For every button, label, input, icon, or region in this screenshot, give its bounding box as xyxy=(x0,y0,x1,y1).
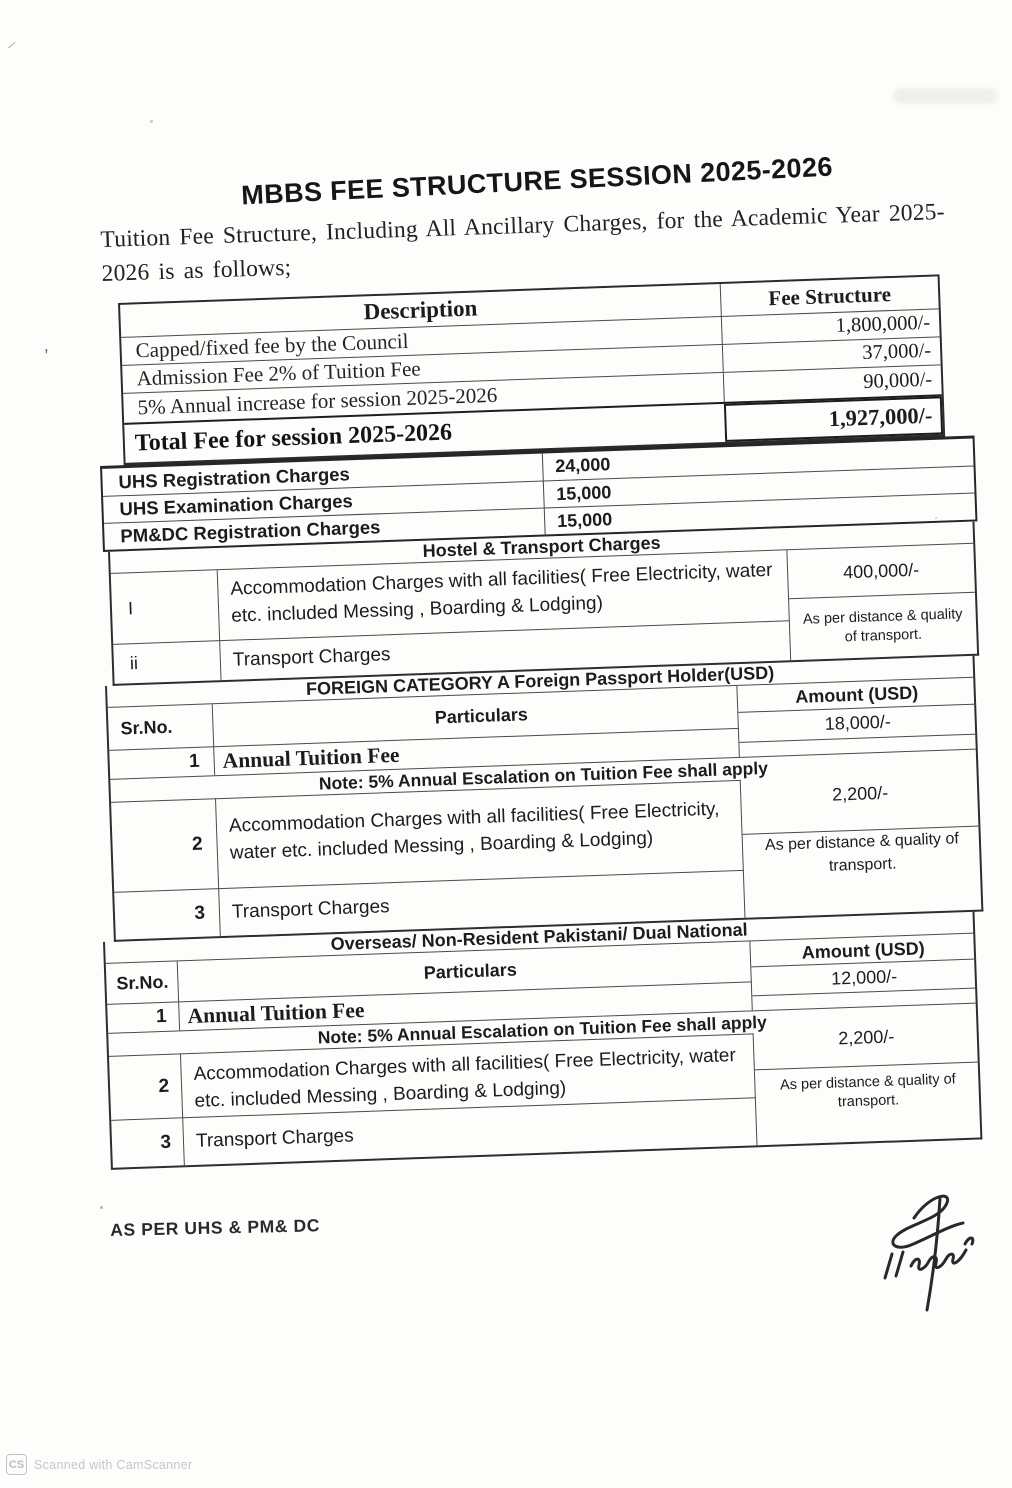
particulars-cell: Annual Tuition Fee xyxy=(179,981,753,1030)
note-row: Note: 5% Annual Escalation on Tuition Fee shall apply xyxy=(110,749,976,802)
document-title: MBBS FEE STRUCTURE SESSION 2025-2026 xyxy=(241,151,834,211)
row-fee: 1,800,000/- xyxy=(721,309,940,344)
srno-column-header: Sr.No. xyxy=(106,961,179,1003)
charge-value: 15,000 xyxy=(544,493,976,534)
srno-column-header: Sr.No. xyxy=(108,704,214,750)
fee-structure-column-header: Fee Structure xyxy=(720,276,939,316)
scan-smudge xyxy=(893,88,998,104)
sr-cell: 3 xyxy=(114,888,221,940)
scan-artifact xyxy=(150,120,153,123)
sr-cell: 3 xyxy=(111,1117,185,1167)
amount-cell: 2,200/- xyxy=(740,755,980,835)
charge-value: 24,000 xyxy=(542,439,974,481)
particulars-cell: Accommodation Charges with all facilities( Free Electricity, water etc. included Messing , Boarding & Lodging) xyxy=(181,1033,756,1117)
amount-column xyxy=(787,545,977,661)
amount-cell: 400,000/- xyxy=(787,545,975,599)
closing-note: AS PER UHS & PM& DC xyxy=(110,1215,321,1240)
foreign-category-table xyxy=(105,656,983,942)
charge-label: PM&DC Registration Charges xyxy=(120,516,381,547)
amount-cell: As per distance & quality of transport. xyxy=(779,1071,956,1111)
amount-column-header: Amount (USD) xyxy=(750,935,976,968)
amount-column xyxy=(750,935,982,1147)
amount-column-header: Amount (USD) xyxy=(737,679,976,713)
row-description: 5% Annual increase for session 2025-2026 xyxy=(137,382,498,420)
camscanner-footer xyxy=(6,1454,192,1475)
amount-cell: 12,000/- xyxy=(751,960,977,997)
particulars-cell: Accommodation Charges with all facilities( Free Electricity, water etc. included Messing , Boarding & Lodging) xyxy=(218,550,790,640)
amount-column xyxy=(737,679,983,919)
description-column-header: Description xyxy=(363,295,478,325)
camscanner-label: Scanned with CamScanner xyxy=(34,1457,193,1472)
scan-artifact: ˏ xyxy=(934,508,938,520)
sr-cell: 1 xyxy=(107,1001,180,1032)
title-row xyxy=(100,151,975,211)
amount-cell: 2,200/- xyxy=(753,1007,980,1071)
scan-artifact: , xyxy=(44,336,49,355)
total-fee-value: 1,927,000/- xyxy=(724,396,943,442)
charge-label: UHS Examination Charges xyxy=(119,490,354,520)
particulars-cell: Transport Charges xyxy=(219,870,745,936)
particulars-cell: Transport Charges xyxy=(183,1097,757,1165)
amount-cell: As per distance & quality of transport. xyxy=(764,830,960,875)
particulars-column-header: Particulars xyxy=(178,941,752,1001)
sr-cell: 1 xyxy=(109,746,215,779)
charge-label: UHS Registration Charges xyxy=(118,462,351,492)
section-title: Hostel & Transport Charges xyxy=(110,522,973,574)
particulars-cell: Accommodation Charges with all facilities( Free Electricity, water etc. included Messing , Boarding & Lodging) xyxy=(216,780,744,888)
total-label: Total Fee for session 2025-2026 xyxy=(134,418,453,456)
particulars-cell: Transport Charges xyxy=(220,620,791,680)
sr-cell: ii xyxy=(113,640,221,684)
row-description: Admission Fee 2% of Tuition Fee xyxy=(136,356,421,391)
fee-structure-table xyxy=(118,274,945,466)
intro-paragraph: Tuition Fee Structure, Including All Ancillary Charges, for the Academic Year 2025-2026 is as follows; xyxy=(100,198,946,287)
sr-cell: 2 xyxy=(109,1053,183,1119)
charge-value: 15,000 xyxy=(543,467,975,508)
section-title: FOREIGN CATEGORY A Foreign Passport Holder(USD) xyxy=(107,656,973,708)
camscanner-badge-icon: CS xyxy=(6,1454,27,1475)
row-description: Capped/fixed fee by the Council xyxy=(135,328,409,363)
overseas-category-table xyxy=(103,912,982,1170)
amount-cell: 18,000/- xyxy=(738,705,977,743)
amount-cell: As per distance & quality of transport. xyxy=(802,606,963,646)
row-fee: 90,000/- xyxy=(723,365,942,402)
particulars-column-header: Particulars xyxy=(213,686,739,746)
sr-cell: 2 xyxy=(111,798,219,892)
note-row: Note: 5% Annual Escalation on Tuition Fee shall apply xyxy=(108,1003,976,1056)
particulars-cell: Annual Tuition Fee xyxy=(214,728,740,775)
sr-cell: I xyxy=(111,570,220,644)
section-title: Overseas/ Non-Resident Pakistani/ Dual National xyxy=(105,912,973,964)
document-body xyxy=(100,150,975,1241)
signature xyxy=(848,1178,988,1323)
signature-scribble xyxy=(885,1196,973,1310)
scan-artifact: ⁄ xyxy=(9,40,15,52)
row-fee: 37,000/- xyxy=(722,337,941,372)
